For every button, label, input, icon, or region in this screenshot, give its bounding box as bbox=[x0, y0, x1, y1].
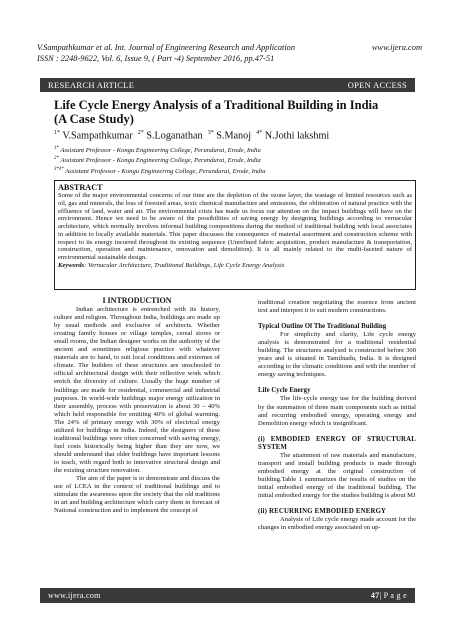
keywords bbox=[58, 262, 412, 270]
title-line-1: Life Cycle Energy Analysis of a Traditional Building in India bbox=[54, 98, 379, 112]
issn-line: ISSN : 2248-9622, Vol. 6, Issue 9, ( Part -4) September 2016, pp.47-51 bbox=[37, 53, 275, 63]
author-4: N.Jothi lakshmi bbox=[264, 130, 330, 142]
heading-embodied-energy: (i) EMBODIED ENERGY OF STRUCTURAL SYSTEM bbox=[258, 435, 416, 451]
footer-bar bbox=[40, 588, 415, 603]
running-header bbox=[37, 43, 422, 64]
citation-line: V.Sampathkumar et al. Int. Journal of Engineering Research and Application bbox=[37, 43, 296, 52]
affiliations bbox=[54, 145, 414, 176]
affiliation-3-text: Assistant Professor - Kongu Engineering College, Perundurai, Erode, India bbox=[65, 167, 266, 175]
page-number-value: 47 bbox=[370, 591, 380, 600]
heading-recurring-energy: (ii) RECURRING EMBODIED ENERGY bbox=[258, 508, 387, 516]
section-heading-introduction: I INTRODUCTION bbox=[102, 296, 172, 305]
intro-paragraph-1: Indian architecture is entrenched with its history, culture and religion. Throughout India, buildings are made up by usual methods and exclusive of architects. Whether creating family houses or village temples, cereal stores or small rooms, the Indian designer works on the authority of the ancient and sometimes religious practice with whatever materials are to hand, to suit local conditions and extremes of climate. The builders of these structures are unschooled in official architectural design with their reflective work which enrich the diversity of culture. Usually the huge number of buildings are made for residential, commercial and industrial purposes. In world-wide buildings major energy utilization in their assembly, process with preservation is about 30 – 40% which held responsible for emitting 40% of global warming. The 24% of primary energy with 30% of electrical energy utilized for buildings in India. Indeed, the designers of these traditional buildings were often concerned with saving energy, fuel costs historically being higher than they are now, we should understand that older buildings have important lessons to teach, with regard both to innovative structural design and the existing structure renovation. bbox=[54, 306, 220, 474]
continued-paragraph: traditional creation negotiating the essence from ancient text and interpret it to suit modern constructions. bbox=[258, 299, 416, 315]
keywords-text: : Vernacular Architecture, Traditional Buildings, Life Cycle Energy Analysis bbox=[84, 261, 285, 269]
paper-title bbox=[54, 98, 414, 126]
abstract-heading: ABSTRACT bbox=[58, 183, 103, 192]
footer-website[interactable]: www.ijera.com bbox=[48, 591, 101, 600]
energy-paragraph: The life-cycle energy use for the building derived by the summation of three main components such as initial and recurring embodied energy, operating energy and Demolition energy which is insignificant. bbox=[258, 395, 416, 427]
author-4-sup: 4* bbox=[256, 130, 263, 136]
page-suffix: | P a g e bbox=[379, 591, 407, 600]
affiliation-3 bbox=[54, 166, 414, 176]
author-2: S.Loganathan bbox=[146, 130, 203, 142]
affiliation-1-text: Assistant Professor - Kongu Engineering College, Perundurai, Erode, India bbox=[60, 147, 261, 155]
affiliation-1 bbox=[54, 145, 414, 155]
abstract-text: Some of the major environmental concerns of our time are the depletion of the ozone layer, the wastage of limited resources such as oil, gas and minerals, the loss of forested areas, toxic chemical manufacture and emissions, the obliteration of natural practice with the effluence of land, water and air. The environmental crisis has made us focus our attention on the impact buildings will have on the environment. Hence we need to be aware of the possibilities of saving energy by designing buildings according to vernacular architecture, which normally involves informal building compositions during the method of traditional building with local associates in addition to locally available materials. This paper discusses the consequence of material assortment and construction scheme with respect to its energy incurred throughout its existing sequence (Unrefined fabric acquisition, product manufacture & transportation, construction, operation and maintenance, renovation and demolition). It is all mainly related to the multi-faceted nature of environmental sustainable design. bbox=[58, 192, 412, 261]
author-3: S.Manoj bbox=[216, 130, 252, 142]
affiliation-2-sup: 2* bbox=[54, 156, 59, 162]
affiliation-1-sup: 1* bbox=[54, 146, 59, 151]
author-2-sup: 2* bbox=[137, 130, 144, 136]
keywords-label: Keywords bbox=[58, 261, 85, 269]
intro-paragraph-2: The aim of the paper is to demonstrate and discuss the use of LCEA in the context of traditional buildings and to stimulate the awareness upon the society that the old traditions in art and building architecture which carry them in forecast of National construction and to implement the concept of bbox=[54, 475, 220, 515]
author-list bbox=[54, 130, 414, 141]
author-1: V.Sampathkumar bbox=[62, 130, 133, 142]
open-access-label: OPEN ACCESS bbox=[347, 80, 407, 90]
left-column bbox=[54, 297, 220, 515]
heading-life-cycle-energy: Life Cycle Energy bbox=[258, 387, 311, 395]
right-column bbox=[258, 299, 416, 532]
outline-paragraph: For simplicity and clarity, Life cycle energy analysis is demonstrated for a traditional residential building. The structures analysed is constructed before 300 years and is situated in Tamilnadu, India. It is designed according to the climatic conditions and with the number of energy saving techniques. bbox=[258, 331, 416, 379]
abstract-box bbox=[54, 180, 416, 290]
article-banner bbox=[40, 78, 415, 92]
research-article-label: RESEARCH ARTICLE bbox=[48, 80, 135, 90]
affiliation-2-text: Assistant Professor - Kongu Engineering College, Perundurai, Erode, India bbox=[60, 157, 261, 165]
journal-website[interactable]: www.ijera.com bbox=[371, 43, 422, 52]
heading-typical-outline: Typical Outline Of The Traditional Building bbox=[258, 323, 387, 331]
affiliation-3-sup: 3*4* bbox=[54, 166, 64, 172]
title-line-2: (A Case Study) bbox=[54, 112, 134, 126]
author-3-sup: 3* bbox=[207, 130, 214, 136]
recurring-paragraph: Analysis of Life cycle energy made account for the changes in embodied energy associated on up- bbox=[258, 516, 416, 532]
embodied-paragraph: The attainment of raw materials and manufacture, transport and install building products is made through embodied energy at the original construction of building.Table 1 summarizes the results of studies on the initial embodied energy of the traditional building. The initial embodied energy for the studies building is about MJ bbox=[258, 451, 416, 499]
author-1-sup: 1* bbox=[54, 130, 60, 136]
affiliation-2 bbox=[54, 155, 414, 165]
page-number bbox=[371, 591, 407, 600]
